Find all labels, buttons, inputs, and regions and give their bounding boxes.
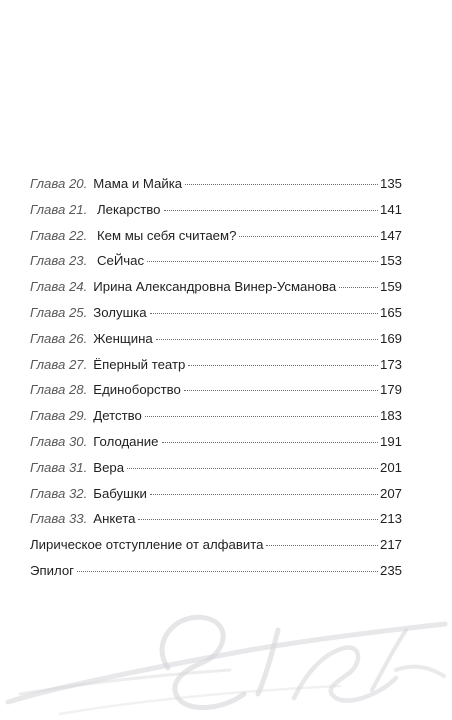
chapter-label: Глава 31. bbox=[30, 459, 88, 475]
toc-entry bbox=[30, 352, 402, 378]
chapter-label: Глава 21. bbox=[30, 201, 88, 217]
chapter-title: Детство bbox=[93, 408, 142, 424]
chapter-title: Кем мы себя считаем? bbox=[93, 227, 237, 243]
chapter-title: Ирина Александровна Винер-Усманова bbox=[93, 279, 337, 295]
chapter-title: Женщина bbox=[93, 330, 153, 346]
chapter-label: Глава 28. bbox=[30, 382, 88, 398]
chapter-title: Лирическое отступление от алфавита bbox=[30, 537, 264, 553]
page-number: 173 bbox=[379, 356, 402, 372]
page-number: 207 bbox=[379, 485, 402, 501]
dot-leader bbox=[184, 390, 378, 391]
dot-leader bbox=[147, 261, 378, 262]
toc-entry bbox=[30, 558, 402, 584]
page-number: 235 bbox=[379, 562, 402, 578]
page-number: 135 bbox=[379, 176, 402, 191]
chapter-label: Глава 29. bbox=[30, 408, 88, 424]
chapter-title: Голодание bbox=[93, 433, 159, 449]
chapter-title: Эпилог bbox=[30, 562, 74, 578]
dot-leader bbox=[266, 545, 378, 546]
dot-leader bbox=[185, 184, 378, 185]
dot-leader bbox=[339, 287, 378, 288]
dot-leader bbox=[188, 365, 378, 366]
page-number: 169 bbox=[379, 330, 402, 346]
chapter-label: Глава 33. bbox=[30, 511, 88, 527]
chapter-label: Глава 30. bbox=[30, 433, 88, 449]
toc-entry bbox=[30, 274, 402, 300]
page-number: 213 bbox=[379, 511, 402, 527]
chapter-label: Глава 32. bbox=[30, 485, 88, 501]
table-of-contents bbox=[30, 171, 402, 584]
page-number: 179 bbox=[379, 382, 402, 398]
chapter-label: Глава 26. bbox=[30, 330, 88, 346]
toc-entry bbox=[30, 429, 402, 455]
chapter-title: Анкета bbox=[93, 511, 136, 527]
dot-leader bbox=[239, 236, 378, 237]
page-number: 217 bbox=[379, 537, 402, 553]
toc-entry bbox=[30, 403, 402, 429]
chapter-title: Бабушки bbox=[93, 485, 147, 501]
page-number: 141 bbox=[379, 201, 402, 217]
chapter-label: Глава 27. bbox=[30, 356, 88, 372]
chapter-label: Глава 25. bbox=[30, 304, 88, 320]
dot-leader bbox=[127, 468, 378, 469]
signature-watermark-icon bbox=[0, 590, 452, 720]
chapter-label: Глава 23. bbox=[30, 253, 88, 269]
page-number: 159 bbox=[379, 279, 402, 295]
dot-leader bbox=[150, 494, 378, 495]
toc-entry bbox=[30, 223, 402, 249]
chapter-title: Золушка bbox=[93, 304, 147, 320]
toc-entry bbox=[30, 300, 402, 326]
chapter-title: Единоборство bbox=[93, 382, 181, 398]
toc-entry bbox=[30, 532, 402, 558]
dot-leader bbox=[150, 313, 378, 314]
chapter-label: Глава 22. bbox=[30, 227, 88, 243]
dot-leader bbox=[156, 339, 378, 340]
dot-leader bbox=[77, 571, 378, 572]
page-number: 201 bbox=[379, 459, 402, 475]
toc-entry bbox=[30, 377, 402, 403]
dot-leader bbox=[164, 210, 378, 211]
page-number: 191 bbox=[379, 433, 402, 449]
dot-leader bbox=[162, 442, 378, 443]
toc-entry bbox=[30, 326, 402, 352]
dot-leader bbox=[138, 519, 378, 520]
toc-entry bbox=[30, 455, 402, 481]
page-number: 165 bbox=[379, 304, 402, 320]
dot-leader bbox=[145, 416, 378, 417]
page-number: 147 bbox=[379, 227, 402, 243]
chapter-label: Глава 24. bbox=[30, 279, 88, 295]
chapter-title: Лекарство bbox=[93, 201, 161, 217]
chapter-title: СеЙчас bbox=[93, 253, 145, 269]
page-number: 183 bbox=[379, 408, 402, 424]
chapter-label: Глава 20. bbox=[30, 176, 88, 191]
toc-entry bbox=[30, 197, 402, 223]
page-number: 153 bbox=[379, 253, 402, 269]
chapter-title: Вера bbox=[93, 459, 125, 475]
toc-entry bbox=[30, 481, 402, 507]
toc-entry bbox=[30, 506, 402, 532]
toc-entry bbox=[30, 248, 402, 274]
toc-entry bbox=[30, 171, 402, 197]
chapter-title: Ёперный театр bbox=[93, 356, 186, 372]
chapter-title: Мама и Майка bbox=[93, 176, 183, 191]
